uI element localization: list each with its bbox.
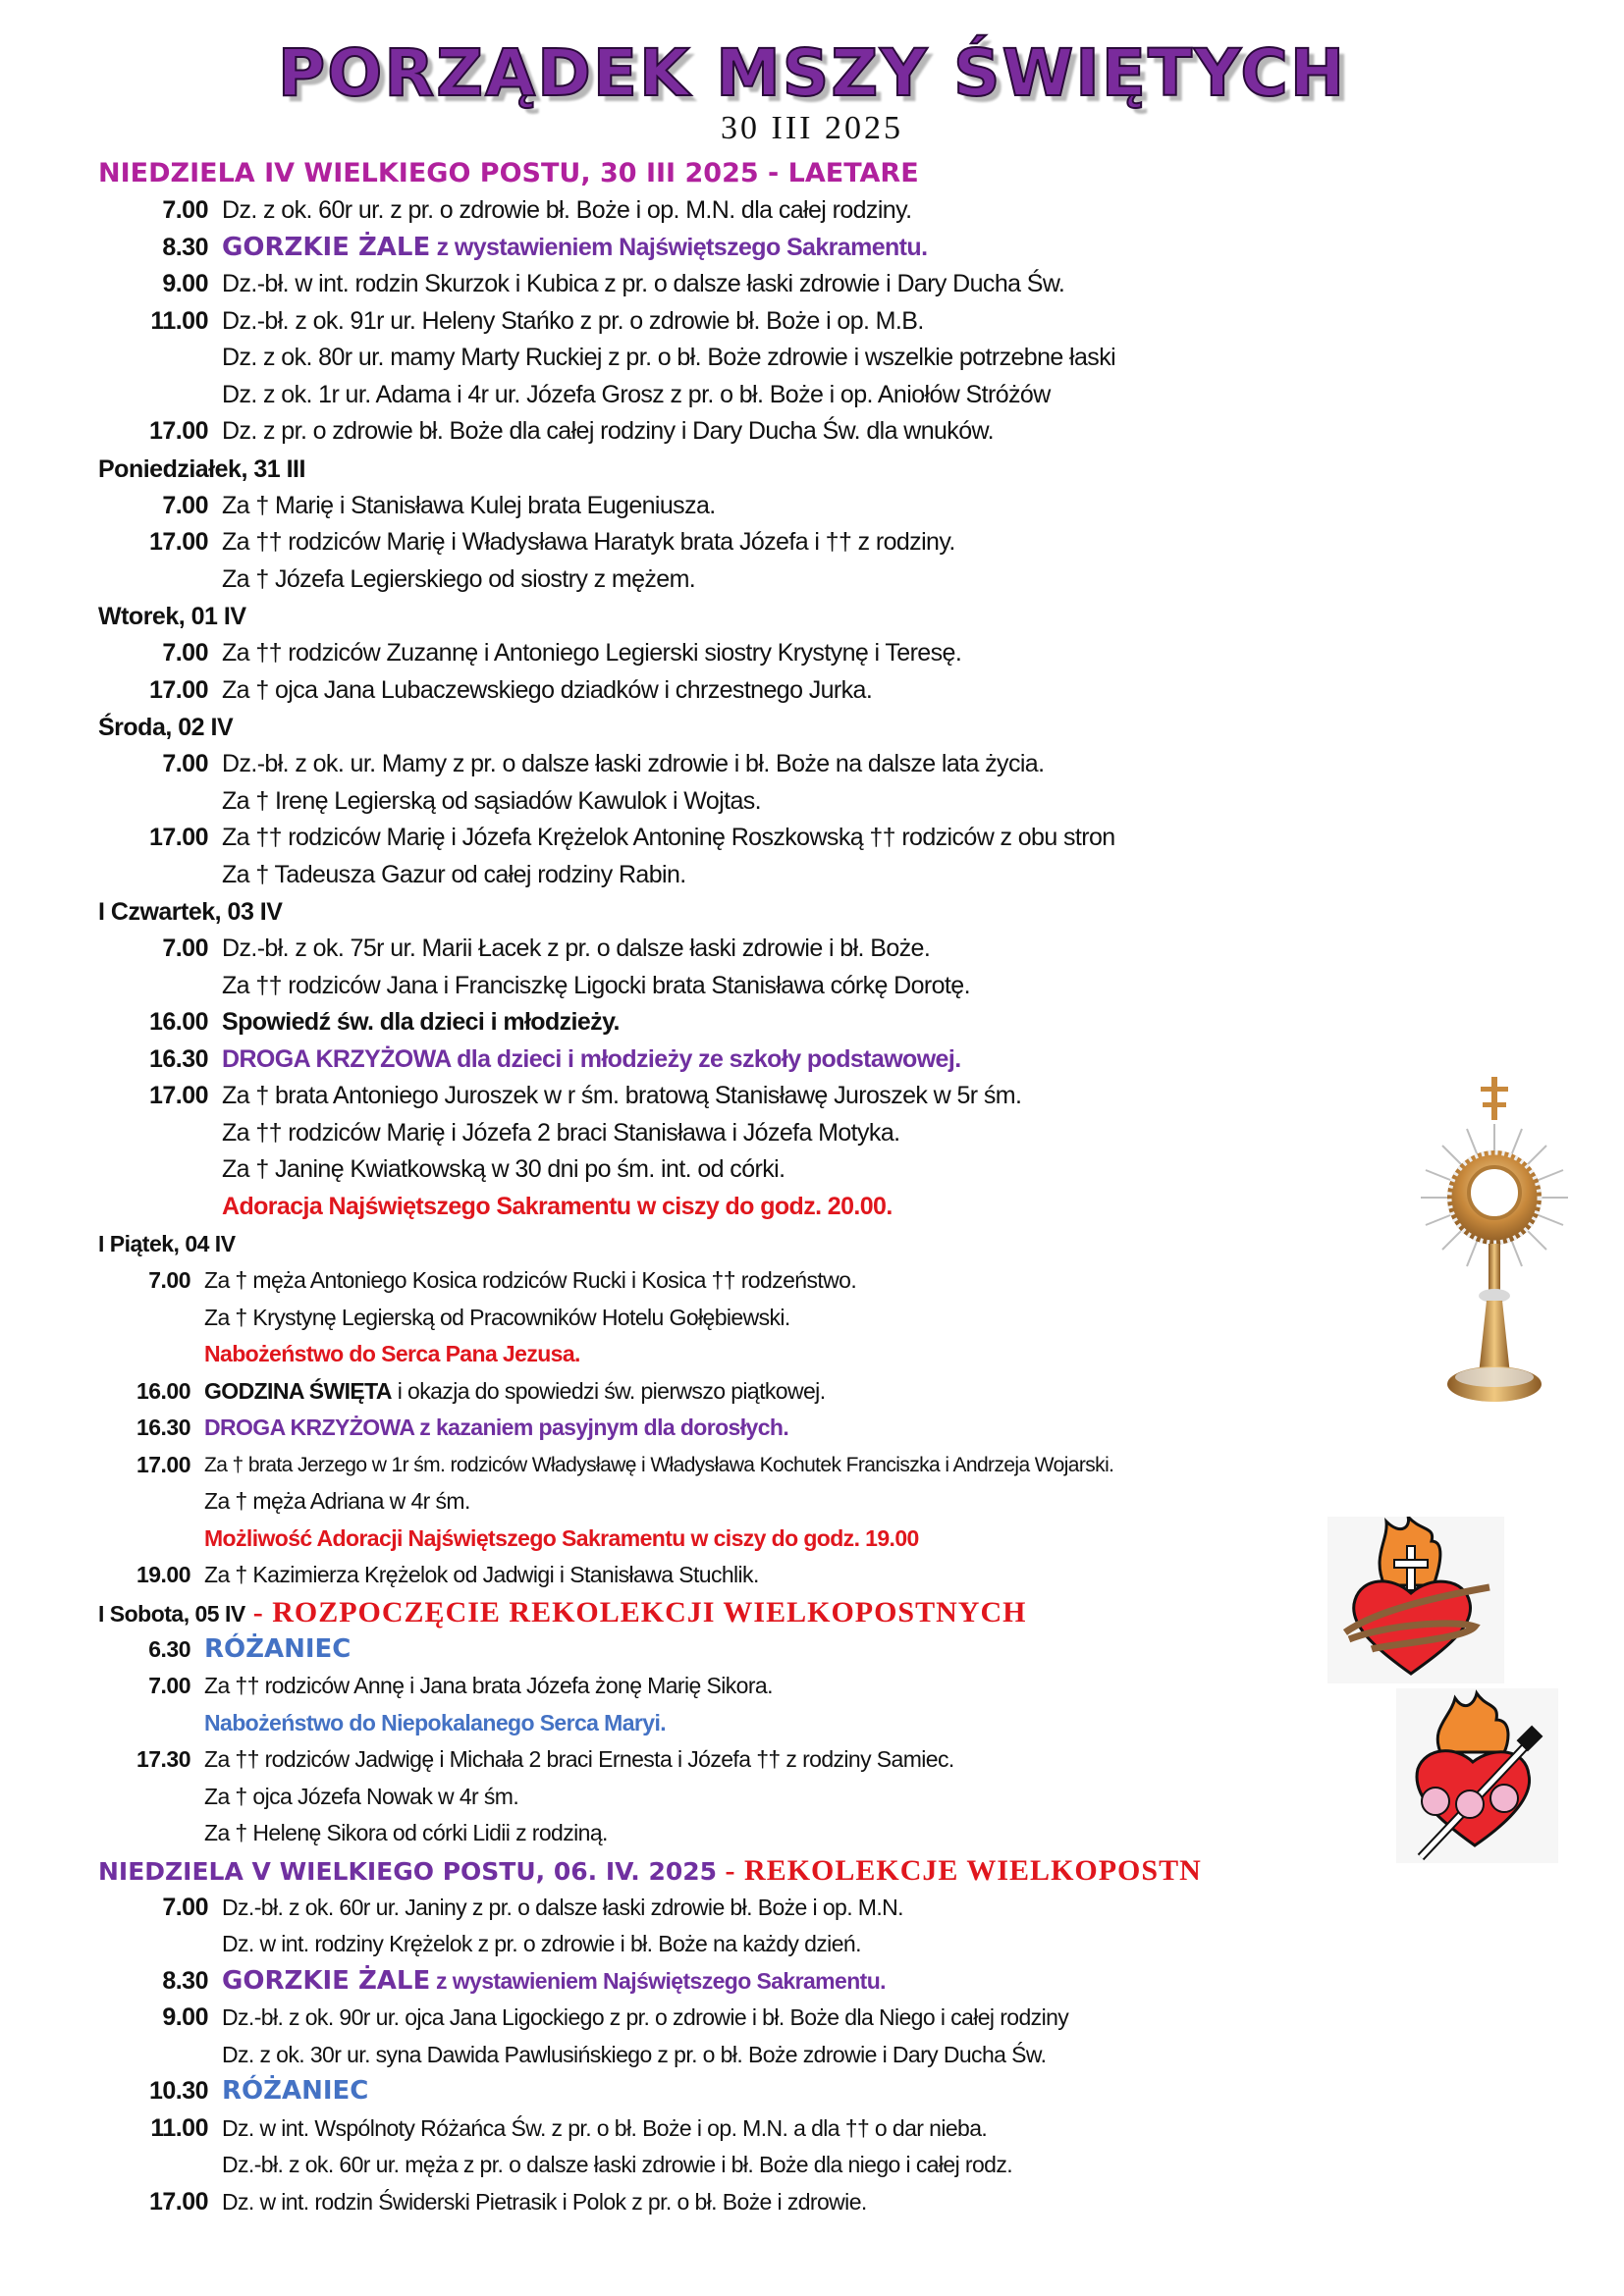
- mass-time: 8.30: [162, 1966, 208, 1995]
- mass-intention: Za † Helenę Sikora od córki Lidii z rodziną.: [204, 1820, 608, 1845]
- mass-time: 10.30: [148, 2077, 208, 2105]
- mass-intention: Za †† rodziców Jadwigę i Michała 2 braci Ernesta i Józefa †† z rodziny Samiec.: [204, 1746, 954, 1772]
- monstrance-image: [1414, 1075, 1576, 1414]
- mass-time: [98, 1336, 204, 1373]
- list-item: [98, 1705, 1404, 1742]
- mass-time: 7.00: [162, 750, 208, 777]
- list-item: [98, 488, 1404, 525]
- mass-intention: Dz. z ok. 80r ur. mamy Marty Ruckiej z pr. o bł. Boże zdrowie i wszelkie potrzebne łaski: [222, 344, 1116, 371]
- stations-of-cross-notice: DROGA KRZYŻOWA dla dzieci i młodzieży ze szkoły podstawowej.: [222, 1044, 961, 1073]
- list-item: [98, 2073, 1404, 2110]
- mass-intention: Dz. z ok. 30r ur. syna Dawida Pawlusińskiego z pr. o bł. Boże zdrowie i Dary Ducha Św.: [222, 2041, 1047, 2067]
- mass-intention: Dz. z ok. 1r ur. Adama i 4r ur. Józefa Grosz z pr. o bł. Boże i op. Aniołów Stróżów: [222, 380, 1051, 408]
- mass-intention: Za † Józefa Legierskiego od siostry z mężem.: [222, 564, 696, 593]
- mass-intention: Dz. z ok. 60r ur. z pr. o zdrowie bł. Boże i op. M.N. dla całej rodziny.: [222, 196, 912, 224]
- list-item: [98, 524, 1404, 561]
- devotion-notice: Nabożeństwo do Serca Pana Jezusa.: [204, 1341, 580, 1366]
- mass-time: [98, 783, 222, 821]
- mass-time: 16.00: [148, 1008, 208, 1036]
- mass-intention: Dz.-bł. z ok. 90r ur. ojca Jana Ligockiego z pr. o zdrowie i bł. Boże dla Niego i całej rodziny: [222, 2004, 1069, 2030]
- day-heading: [98, 1594, 1404, 1631]
- list-item: [98, 266, 1404, 303]
- day-heading: I Czwartek, 03 IV: [98, 898, 283, 926]
- mass-time: [98, 1815, 204, 1852]
- mass-time: 6.30: [148, 1635, 190, 1662]
- mass-time: 7.00: [162, 1893, 208, 1921]
- list-item: [98, 672, 1404, 710]
- list-item: [98, 2037, 1404, 2074]
- mass-time: [98, 1705, 204, 1742]
- sunday-heading: NIEDZIELA IV WIELKIEGO POSTU, 30 III 2025 - LAETARE: [98, 158, 919, 188]
- list-item: [98, 1447, 1404, 1484]
- mass-time: 9.00: [162, 2003, 208, 2031]
- list-item: [98, 1631, 1404, 1669]
- list-item: [98, 230, 1404, 267]
- mass-intention: Za †† rodziców Jana i Franciszkę Ligocki brata Stanisława córkę Dorotę.: [222, 971, 970, 999]
- service-highlight: GODZINA ŚWIĘTA: [204, 1377, 392, 1404]
- mass-intention: Dz. w int. rodzin Świderski Pietrasik i Polok z pr. o bł. Boże i zdrowie.: [222, 2188, 867, 2215]
- mass-intention: Za † Tadeusza Gazur od całej rodziny Rabin.: [222, 860, 686, 888]
- mass-time: [98, 1521, 204, 1558]
- sunday-heading-label: NIEDZIELA V WIELKIEGO POSTU, 06. IV. 2025: [98, 1856, 718, 1886]
- list-item: [98, 1189, 1404, 1226]
- mass-intention: Dz.-bł. z ok. ur. Mamy z pr. o dalsze łaski zdrowie i bł. Boże na dalsze lata życia.: [222, 750, 1045, 777]
- list-item: [98, 2000, 1404, 2037]
- roses-icon: [1422, 1785, 1518, 1818]
- list-item: [98, 1557, 1404, 1594]
- mass-time: 17.00: [148, 2187, 208, 2216]
- list-item: [98, 635, 1404, 672]
- list-item: [98, 340, 1404, 377]
- list-item: [98, 1779, 1404, 1816]
- list-item: [98, 783, 1404, 821]
- mass-time: 17.30: [135, 1746, 190, 1772]
- list-item: [98, 1262, 1404, 1300]
- retreat-start-notice: - ROZPOCZĘCIE REKOLEKCJI WIELKOPOSTNYCH: [252, 1595, 1027, 1629]
- mass-time: 16.00: [135, 1377, 190, 1404]
- mass-time: [98, 1189, 222, 1226]
- list-item: [98, 1004, 1404, 1041]
- mass-time: 7.00: [162, 639, 208, 667]
- list-item: [98, 1741, 1404, 1779]
- list-item: [98, 1300, 1404, 1337]
- mass-time: 11.00: [150, 2113, 208, 2142]
- mass-time: 17.00: [148, 824, 208, 851]
- page-date: 30 III 2025: [721, 110, 903, 146]
- list-item: [98, 968, 1404, 1005]
- monstrance-luna: [1469, 1167, 1520, 1218]
- day-heading: I Piątek, 04 IV: [98, 1231, 236, 1256]
- mass-time: 17.00: [148, 528, 208, 556]
- mass-time: [98, 561, 222, 599]
- mass-time: 7.00: [162, 934, 208, 962]
- mass-intention: Dz. z pr. o zdrowie bł. Boże dla całej rodziny i Dary Ducha Św. dla wnuków.: [222, 417, 994, 445]
- list-item: [98, 561, 1404, 599]
- mass-time: 9.00: [162, 270, 208, 297]
- sacred-heart-of-jesus-image: [1327, 1517, 1504, 1683]
- confession-notice: Spowiedź św. dla dzieci i młodzieży.: [222, 1008, 620, 1036]
- list-item: [98, 857, 1404, 894]
- mass-time: 7.00: [162, 491, 208, 519]
- mass-intention: Za †† rodziców Zuzannę i Antoniego Legierski siostry Krystynę i Teresę.: [222, 639, 962, 667]
- mass-time: 16.30: [135, 1415, 190, 1440]
- mass-time: [98, 857, 222, 894]
- mass-time: [98, 2037, 222, 2074]
- mass-intention: Dz. w int. rodziny Krężelok z pr. o zdrowie i bł. Boże na każdy dzień.: [222, 1931, 861, 1956]
- mass-intention: Za †† rodziców Marię i Józefa Krężelok Antoninę Roszkowską †† rodziców z obu stron: [222, 824, 1115, 851]
- mass-intention: Za † Irenę Legierską od sąsiadów Kawulok i Wojtas.: [222, 786, 762, 815]
- mass-time: [98, 377, 222, 414]
- mass-schedule: [98, 155, 1404, 2220]
- mass-intention: Dz.-bł. w int. rodzin Skurzok i Kubica z pr. o dalsze łaski zdrowie i Dary Ducha Św.: [222, 270, 1065, 297]
- mass-time: 11.00: [150, 306, 208, 335]
- mass-intention: Dz.-bł. z ok. 75r ur. Marii Łacek z pr. o dalsze łaski zdrowie i bł. Boże.: [222, 934, 931, 962]
- list-item: [98, 1151, 1404, 1189]
- retreat-notice: - REKOLEKCJE WIELKOPOSTN: [717, 1853, 1202, 1887]
- list-item: [98, 1041, 1404, 1079]
- mass-intention: Za †† rodziców Marię i Władysława Haratyk brata Józefa i †† z rodziny.: [222, 528, 955, 556]
- service-highlight: GORZKIE ŻALE: [222, 232, 431, 262]
- list-item: [98, 1115, 1404, 1152]
- mass-time: [98, 1779, 204, 1816]
- mass-time: 17.00: [135, 1451, 190, 1477]
- list-item: [98, 2184, 1404, 2221]
- mass-intention: z wystawieniem Najświętszego Sakramentu.: [430, 233, 928, 261]
- list-item: [98, 1078, 1404, 1115]
- mass-intention: Za † brata Antoniego Juroszek w r śm. bratową Stanisławę Juroszek w 5r śm.: [222, 1082, 1022, 1109]
- list-item: [98, 1668, 1404, 1705]
- mass-time: 7.00: [148, 1267, 190, 1293]
- cross-icon: [1481, 1077, 1508, 1120]
- list-item: [98, 1890, 1404, 1927]
- list-item: [98, 2147, 1404, 2184]
- mass-intention: Za † męża Adriana w 4r śm.: [204, 1488, 470, 1514]
- day-heading-label: I Sobota, 05 IV: [98, 1600, 245, 1627]
- mass-intention: Dz.-bł. z ok. 60r ur. męża z pr. o dalsze łaski zdrowie i bł. Boże dla niego i całej rodz.: [222, 2152, 1013, 2177]
- mass-time: 16.30: [148, 1044, 208, 1073]
- mass-time: [98, 1151, 222, 1189]
- service-highlight: GORZKIE ŻALE: [222, 1965, 431, 1996]
- list-item: [98, 303, 1404, 341]
- list-item: [98, 820, 1404, 857]
- mass-time: [98, 1115, 222, 1152]
- mass-time: [98, 968, 222, 1005]
- list-item: [98, 413, 1404, 451]
- mass-intention: Za † Janinę Kwiatkowską w 30 dni po śm. int. od córki.: [222, 1155, 785, 1183]
- mass-time: [98, 1300, 204, 1337]
- mass-intention: Za †† rodziców Annę i Jana brata Józefa żonę Marię Sikora.: [204, 1673, 773, 1698]
- list-item: [98, 2110, 1404, 2148]
- list-item: [98, 746, 1404, 783]
- list-item: [98, 1963, 1404, 2001]
- immaculate-heart-of-mary-image: [1396, 1688, 1558, 1863]
- mass-intention: Za † ojca Józefa Nowak w 4r śm.: [204, 1783, 519, 1809]
- list-item: [98, 192, 1404, 230]
- mass-intention: z wystawieniem Najświętszego Sakramentu.: [430, 1967, 886, 1994]
- list-item: [98, 1373, 1404, 1411]
- mass-time: 17.00: [148, 417, 208, 445]
- mass-intention: Dz. w int. Wspólnoty Różańca Św. z pr. o bł. Boże i op. M.N. a dla †† o dar nieba.: [222, 2114, 988, 2141]
- mass-intention: Dz.-bł. z ok. 91r ur. Heleny Stańko z pr. o zdrowie bł. Boże i op. M.B.: [222, 306, 924, 335]
- rosary-notice: RÓŻANIEC: [222, 2076, 369, 2106]
- rosary-notice: RÓŻANIEC: [204, 1633, 352, 1664]
- mass-time: [98, 1926, 222, 1963]
- stations-of-cross-notice: DROGA KRZYŻOWA z kazaniem pasyjnym dla dorosłych.: [204, 1415, 789, 1440]
- list-item: [98, 1336, 1404, 1373]
- mass-intention: Za † Kazimierza Krężelok od Jadwigi i Stanisława Stuchlik.: [204, 1562, 759, 1587]
- mass-time: 19.00: [135, 1562, 190, 1587]
- mass-intention: i okazja do spowiedzi św. pierwszo piątkowej.: [391, 1377, 826, 1404]
- mass-intention: Za † Krystynę Legierską od Pracowników Hotelu Gołębiewski.: [204, 1304, 790, 1330]
- mass-intention: Za † Marię i Stanisława Kulej brata Eugeniusza.: [222, 491, 716, 519]
- list-item: [98, 931, 1404, 968]
- mass-time: [98, 2147, 222, 2184]
- mass-intention: Za † ojca Jana Lubaczewskiego dziadków i chrzestnego Jurka.: [222, 675, 873, 704]
- page-title: PORZĄDEK MSZY ŚWIĘTYCH: [277, 35, 1347, 111]
- devotion-notice: Nabożeństwo do Niepokalanego Serca Maryi.: [204, 1709, 667, 1735]
- adoration-notice: Adoracja Najświętszego Sakramentu w ciszy do godz. 20.00.: [222, 1192, 893, 1220]
- mass-time: 7.00: [162, 196, 208, 224]
- mass-time: 17.00: [148, 675, 208, 704]
- mass-time: 8.30: [162, 233, 208, 261]
- mass-time: 7.00: [148, 1673, 190, 1698]
- day-heading: Wtorek, 01 IV: [98, 603, 246, 630]
- mass-intention: Za †† rodziców Marię i Józefa 2 braci Stanisława i Józefa Motyka.: [222, 1118, 900, 1147]
- list-item: [98, 1483, 1404, 1521]
- mass-time: [98, 340, 222, 377]
- mass-time: 17.00: [148, 1082, 208, 1109]
- list-item: [98, 1926, 1404, 1963]
- adoration-notice: Możliwość Adoracji Najświętszego Sakramentu w ciszy do godz. 19.00: [204, 1524, 919, 1551]
- mass-intention: Za † brata Jerzego w 1r śm. rodziców Władysławę i Władysława Kochutek Franciszka i Andrzeja Wojarski.: [204, 1453, 1114, 1476]
- sunday-heading: [98, 1852, 1404, 1890]
- list-item: [98, 1815, 1404, 1852]
- day-heading: Poniedziałek, 31 III: [98, 454, 305, 483]
- list-item: [98, 1410, 1404, 1447]
- mass-intention: Za † męża Antoniego Kosica rodziców Rucki i Kosica †† rodzeństwo.: [204, 1267, 857, 1293]
- mass-time: [98, 1483, 204, 1521]
- day-heading: Środa, 02 IV: [98, 714, 234, 741]
- mass-intention: Dz.-bł. z ok. 60r ur. Janiny z pr. o dalsze łaski zdrowie bł. Boże i op. M.N.: [222, 1894, 903, 1920]
- list-item: [98, 377, 1404, 414]
- list-item: [98, 1521, 1404, 1558]
